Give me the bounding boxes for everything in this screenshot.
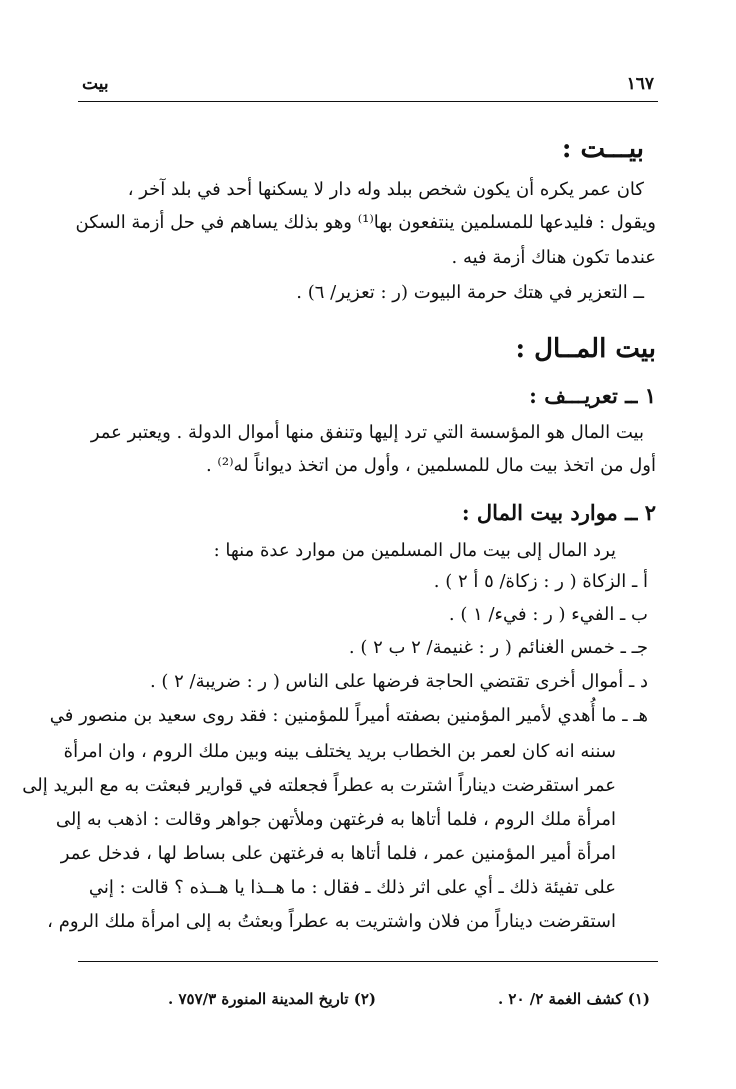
cross-reference-line: ــ التعزير في هتك حرمة البيوت (ر : تعزير/ ٦) . [296,282,644,303]
paragraph-line: استقرضت ديناراً من فلان واشتريت به عطراً وبعثتُ به إلى امرأة ملك الروم ، [47,911,616,932]
list-item: ب ـ الفيء ( ر : فيء/ ١ ) . [448,604,648,625]
subheading-resources: ٢ ــ موارد بيت المال : [461,500,656,525]
header-rule [78,101,658,102]
paragraph-line: على تفيئة ذلك ـ أي على اثر ذلك ـ فقال : ما هــذا يا هــذه ؟ قالت : إني [88,877,616,898]
list-item: د ـ أموال أخرى تقتضي الحاجة فرضها على الناس ( ر : ضريبة/ ٢ ) . [149,671,648,692]
paragraph-line: امرأة أمير المؤمنين عمر ، فلما أتاها به فرغتهن على بساط لها ، فدخل عمر [60,843,616,864]
list-item: جـ ـ خمس الغنائم ( ر : غنيمة/ ٢ ب ٢ ) . [348,637,648,658]
footnote-2: (٢) تاريخ المدينة المنورة ٧٥٧/٣ . [168,990,376,1008]
paragraph-line: ويقول : فليدعها للمسلمين ينتفعون بها⁽¹⁾ وهو بذلك يساهم في حل أزمة السكن [75,212,656,233]
paragraph-line: عمر استقرضت ديناراً اشترت به عطراً فجعلته في قوارير فبعثت به مع البريد إلى [22,775,616,796]
paragraph-line: سننه انه كان لعمر بن الخطاب بريد يختلف بينه وبين ملك الروم ، وان امرأة [63,741,616,762]
list-item: أ ـ الزكاة ( ر : زكاة/ ٥ أ ٢ ) . [433,571,648,592]
running-title: بيت [82,74,109,94]
paragraph-line: كان عمر يكره أن يكون شخص ببلد وله دار لا يسكنها أحد في بلد آخر ، [127,179,644,200]
footnote-rule [78,961,658,962]
page-number: ١٦٧ [626,74,654,94]
running-header [78,74,658,100]
footnote-1: (١) كشف الغمة ٢/ ٢٠ . [497,990,650,1008]
paragraph-line: يرد المال إلى بيت مال المسلمين من موارد عدة منها : [213,540,616,561]
paragraph-line: أول من اتخذ بيت مال للمسلمين ، وأول من اتخذ ديواناً له⁽²⁾ . [205,455,656,476]
section-heading-bayt: بيـــت : [561,134,644,164]
subheading-definition: ١ ــ تعريـــف : [529,383,656,408]
paragraph-line: عندما تكون هناك أزمة فيه . [451,247,656,268]
section-heading-bayt-almal: بيت المــال : [515,334,656,364]
list-item: هـ ـ ما أُهدي لأمير المؤمنين بصفته أميراً للمؤمنين : فقد روى سعيد بن منصور في [49,705,648,726]
paragraph-line: بيت المال هو المؤسسة التي ترد إليها وتنفق منها أموال الدولة . ويعتبر عمر [90,422,644,443]
paragraph-line: امرأة ملك الروم ، فلما أتاها به فرغتهن وملأتهن جواهر وقالت : اذهب به إلى [55,809,616,830]
